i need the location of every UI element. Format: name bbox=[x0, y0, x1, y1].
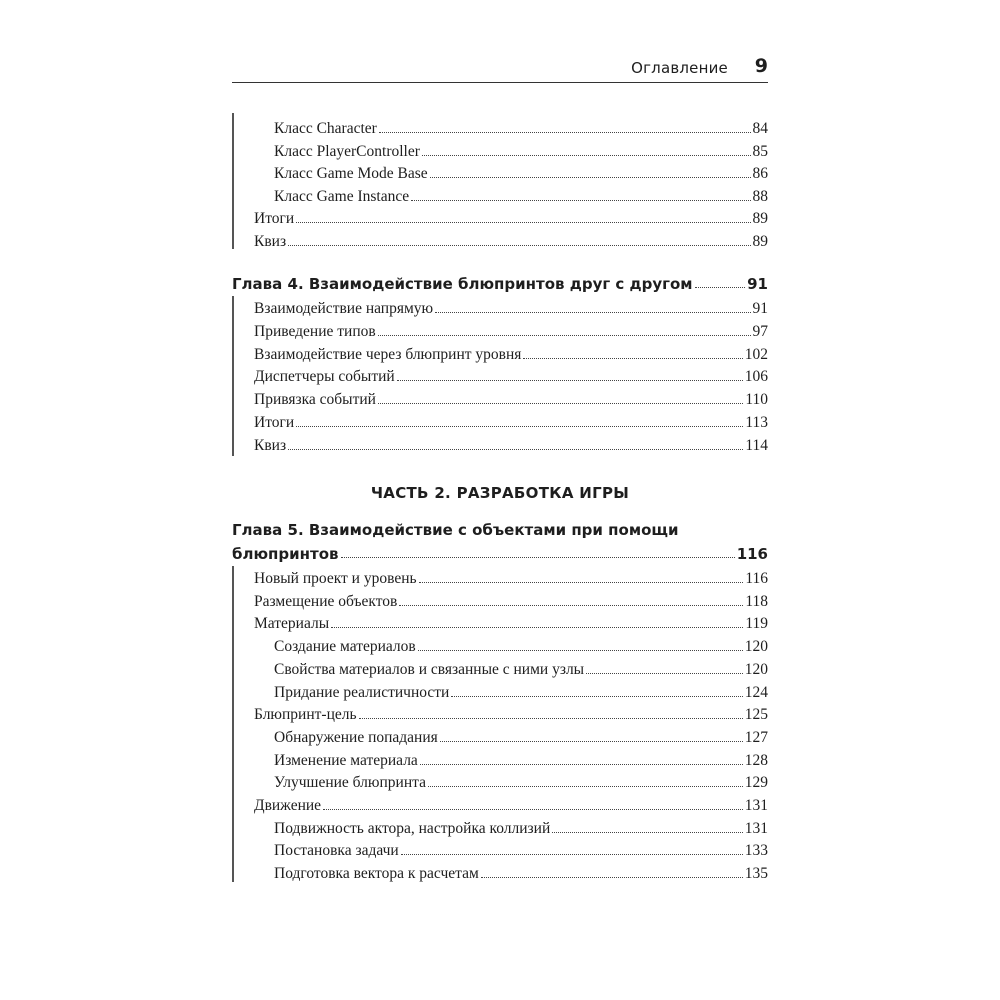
entry-title: Постановка задачи bbox=[274, 842, 399, 860]
entry-page: 125 bbox=[744, 706, 768, 724]
toc-entry[interactable] bbox=[274, 139, 768, 161]
header-page-number: 9 bbox=[754, 55, 768, 77]
leader-dots bbox=[420, 764, 743, 765]
toc-entry[interactable] bbox=[254, 566, 768, 588]
toc-entry[interactable] bbox=[274, 634, 768, 656]
entry-page: 106 bbox=[744, 368, 768, 386]
toc-entry[interactable] bbox=[254, 206, 768, 228]
entry-page: 102 bbox=[744, 345, 768, 363]
entry-page: 131 bbox=[744, 797, 768, 814]
entry-page: 89 bbox=[752, 210, 768, 228]
leader-dots bbox=[440, 741, 743, 742]
toc-entry[interactable] bbox=[254, 364, 768, 386]
toc-entry[interactable] bbox=[274, 725, 768, 747]
leader-dots bbox=[481, 877, 743, 878]
block-rule bbox=[232, 566, 234, 882]
toc-entry[interactable] bbox=[274, 116, 768, 138]
entry-title: Класс Character bbox=[274, 120, 377, 137]
leader-dots bbox=[359, 718, 743, 719]
chapter-title-line1[interactable]: Глава 5. Взаимодействие с объектами при помощи bbox=[232, 521, 679, 539]
toc-entry[interactable] bbox=[254, 319, 768, 341]
leader-dots bbox=[288, 449, 743, 450]
entry-page: 88 bbox=[752, 187, 768, 205]
leader-dots bbox=[695, 287, 746, 288]
toc-entry[interactable] bbox=[274, 861, 768, 883]
leader-dots bbox=[451, 696, 742, 697]
toc-entry[interactable] bbox=[274, 161, 768, 183]
leader-dots bbox=[399, 605, 743, 606]
running-header bbox=[232, 56, 768, 83]
block-rule bbox=[232, 113, 234, 249]
entry-page: 113 bbox=[745, 414, 768, 431]
entry-page: 118 bbox=[745, 592, 768, 610]
entry-title: Квиз bbox=[254, 233, 287, 250]
header-title: Оглавление bbox=[631, 59, 728, 77]
leader-dots bbox=[379, 132, 751, 133]
entry-title: Привязка событий bbox=[254, 391, 376, 409]
toc-entry[interactable] bbox=[274, 770, 768, 792]
toc-entry[interactable] bbox=[254, 793, 768, 815]
entry-page: 110 bbox=[745, 391, 768, 409]
entry-title: Итоги bbox=[254, 414, 295, 431]
entry-title: Придание реалистичности bbox=[274, 683, 450, 701]
entry-title: Взаимодействие через блюпринт уровня bbox=[254, 345, 522, 363]
entry-page: 89 bbox=[752, 233, 768, 250]
entry-page: 129 bbox=[744, 774, 768, 792]
part-title: ЧАСТЬ 2. РАЗРАБОТКА ИГРЫ bbox=[370, 484, 630, 502]
toc-entry[interactable] bbox=[254, 589, 768, 611]
entry-title: Блюпринт-цель bbox=[254, 706, 357, 724]
leader-dots bbox=[422, 155, 751, 156]
entry-page: 120 bbox=[744, 638, 768, 656]
leader-dots bbox=[411, 200, 750, 201]
toc-entry[interactable] bbox=[254, 611, 768, 633]
leader-dots bbox=[552, 832, 742, 833]
entry-page: 119 bbox=[745, 615, 768, 633]
entry-page: 86 bbox=[752, 165, 768, 183]
leader-dots bbox=[430, 177, 751, 178]
toc-entry[interactable] bbox=[274, 184, 768, 206]
chapter-title: Глава 4. Взаимодействие блюпринтов друг с другом bbox=[232, 275, 693, 293]
chapter-title-line2: блюпринтов bbox=[232, 545, 339, 563]
toc-chapter-heading[interactable] bbox=[232, 541, 768, 563]
leader-dots bbox=[323, 809, 743, 810]
leader-dots bbox=[397, 380, 743, 381]
entry-title: Подготовка вектора к расчетам bbox=[274, 865, 479, 883]
leader-dots bbox=[586, 673, 743, 674]
leader-dots bbox=[296, 426, 743, 427]
entry-title: Размещение объектов bbox=[254, 592, 398, 610]
entry-title: Материалы bbox=[254, 615, 330, 633]
leader-dots bbox=[331, 627, 743, 628]
entry-title: Свойства материалов и связанные с ними узлы bbox=[274, 660, 585, 678]
entry-title: Подвижность актора, настройка коллизий bbox=[274, 819, 551, 837]
entry-title: Изменение материала bbox=[274, 751, 418, 769]
toc-entry[interactable] bbox=[254, 229, 768, 251]
entry-page: 91 bbox=[752, 300, 768, 317]
block-rule bbox=[232, 296, 234, 456]
entry-title: Обнаружение попадания bbox=[274, 728, 438, 746]
entry-page: 124 bbox=[744, 683, 768, 701]
toc-entry[interactable] bbox=[274, 657, 768, 679]
chapter-page: 116 bbox=[736, 545, 768, 563]
toc-entry[interactable] bbox=[274, 838, 768, 860]
leader-dots bbox=[401, 854, 743, 855]
leader-dots bbox=[418, 650, 743, 651]
entry-title: Движение bbox=[254, 797, 322, 814]
toc-entry[interactable] bbox=[274, 680, 768, 702]
entry-title: Класс PlayerController bbox=[274, 142, 420, 160]
entry-page: 133 bbox=[744, 842, 768, 860]
entry-page: 116 bbox=[745, 570, 768, 587]
entry-page: 97 bbox=[752, 322, 768, 340]
entry-page: 127 bbox=[744, 728, 768, 746]
entry-title: Класс Game Instance bbox=[274, 187, 410, 205]
entry-title: Взаимодействие напрямую bbox=[254, 300, 434, 317]
entry-title: Создание материалов bbox=[274, 638, 416, 656]
leader-dots bbox=[419, 582, 744, 583]
entry-page: 84 bbox=[752, 120, 768, 137]
entry-title: Улучшение блюпринта bbox=[274, 774, 426, 792]
toc-entry[interactable] bbox=[254, 342, 768, 364]
entry-title: Класс Game Mode Base bbox=[274, 165, 428, 183]
toc-entry[interactable] bbox=[254, 433, 768, 455]
entry-page: 120 bbox=[744, 660, 768, 678]
toc-chapter-heading[interactable] bbox=[232, 271, 768, 293]
entry-page: 128 bbox=[744, 751, 768, 769]
entry-page: 135 bbox=[744, 865, 768, 883]
leader-dots bbox=[378, 403, 743, 404]
entry-title: Приведение типов bbox=[254, 322, 376, 340]
leader-dots bbox=[296, 222, 750, 223]
entry-title: Новый проект и уровень bbox=[254, 570, 417, 587]
leader-dots bbox=[288, 245, 750, 246]
leader-dots bbox=[428, 786, 743, 787]
entry-title: Итоги bbox=[254, 210, 295, 228]
toc-entry[interactable] bbox=[274, 748, 768, 770]
entry-page: 85 bbox=[752, 142, 768, 160]
leader-dots bbox=[523, 358, 742, 359]
toc-entry[interactable] bbox=[274, 816, 768, 838]
chapter-page: 91 bbox=[747, 275, 768, 293]
entry-page: 114 bbox=[745, 436, 768, 454]
entry-title: Диспетчеры событий bbox=[254, 368, 395, 386]
toc-entry[interactable] bbox=[254, 702, 768, 724]
leader-dots bbox=[435, 312, 750, 313]
entry-page: 131 bbox=[744, 819, 768, 837]
toc-entry[interactable] bbox=[254, 387, 768, 409]
leader-dots bbox=[341, 557, 735, 558]
leader-dots bbox=[378, 335, 751, 336]
toc-entry[interactable] bbox=[254, 296, 768, 318]
entry-title: Квиз bbox=[254, 436, 287, 454]
toc-entry[interactable] bbox=[254, 410, 768, 432]
